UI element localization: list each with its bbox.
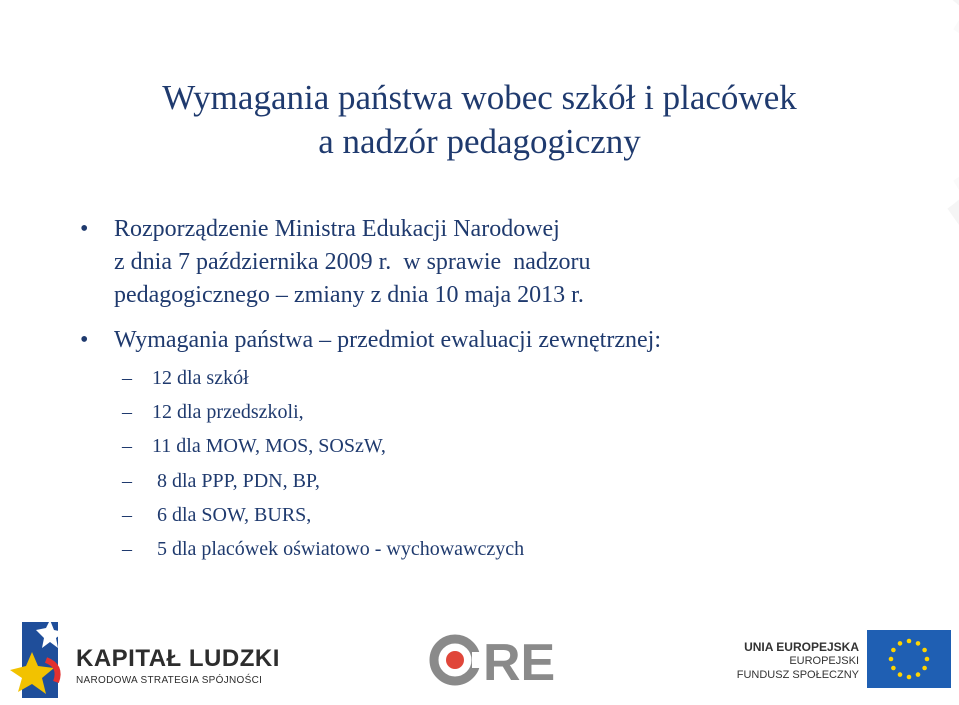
bullet-regulation — [80, 213, 940, 312]
eu-fund-text — [737, 640, 859, 682]
sub-item-text: 5 dla placówek oświatowo - wychowawczych — [152, 538, 525, 561]
eu-line-2: EUROPEJSKI — [789, 655, 859, 667]
bullet-dot: • — [80, 216, 89, 242]
sub-item — [122, 429, 940, 463]
bullet-regulation-line-1: Rozporządzenie Ministra Edukacji Narodowej — [114, 216, 560, 242]
bullet-dot: • — [80, 327, 89, 353]
sub-item — [122, 361, 940, 395]
sub-item-text: 11 dla MOW, MOS, SOSzW, — [152, 435, 386, 458]
bullet-regulation-line-3: pedagogicznego – zmiany z dnia 10 maja 2013 r. — [114, 282, 584, 308]
sub-item — [122, 464, 940, 498]
sub-item — [122, 498, 940, 532]
dash: – — [122, 538, 132, 561]
kapital-ludzki-title: KAPITAŁ LUDZKI — [76, 645, 280, 672]
sub-item-text: 12 dla szkół — [152, 367, 249, 389]
bullet-regulation-line-2: z dnia 7 października 2009 r. w sprawie nadzoru — [114, 249, 591, 275]
footer-logos — [0, 610, 959, 705]
dash: – — [122, 469, 132, 492]
kapital-ludzki-subtitle: NARODOWA STRATEGIA SPÓJNOŚCI — [76, 675, 263, 686]
bullet-requirements-text: Wymagania państwa – przedmiot ewaluacji zewnętrznej: — [114, 327, 661, 353]
dash: – — [122, 435, 132, 458]
eu-line-3: FUNDUSZ SPOŁECZNY — [736, 669, 859, 681]
bullet-requirements — [80, 324, 940, 357]
sub-item-text: 12 dla przedszkoli, — [152, 401, 304, 424]
dash: – — [122, 503, 132, 526]
eu-flag-icon — [867, 630, 951, 688]
slide-title — [0, 76, 959, 164]
sub-item — [122, 395, 940, 429]
title-line-2: a nadzór pedagogiczny — [318, 122, 641, 161]
eu-line-1: UNIA EUROPEJSKA — [744, 640, 859, 654]
sub-item-text: 8 dla PPP, PDN, BP, — [152, 469, 320, 492]
dash: – — [122, 401, 132, 424]
dash: – — [122, 367, 132, 389]
kapital-ludzki-logo-icon — [6, 620, 68, 700]
sub-item-text: 6 dla SOW, BURS, — [152, 503, 312, 526]
sub-item — [122, 532, 940, 566]
ore-logo — [425, 630, 565, 690]
title-line-1: Wymagania państwa wobec szkół i placówek — [162, 78, 797, 117]
bullet-list — [80, 213, 940, 566]
ore-logo-text: RE — [483, 634, 556, 690]
sub-list — [80, 361, 940, 566]
